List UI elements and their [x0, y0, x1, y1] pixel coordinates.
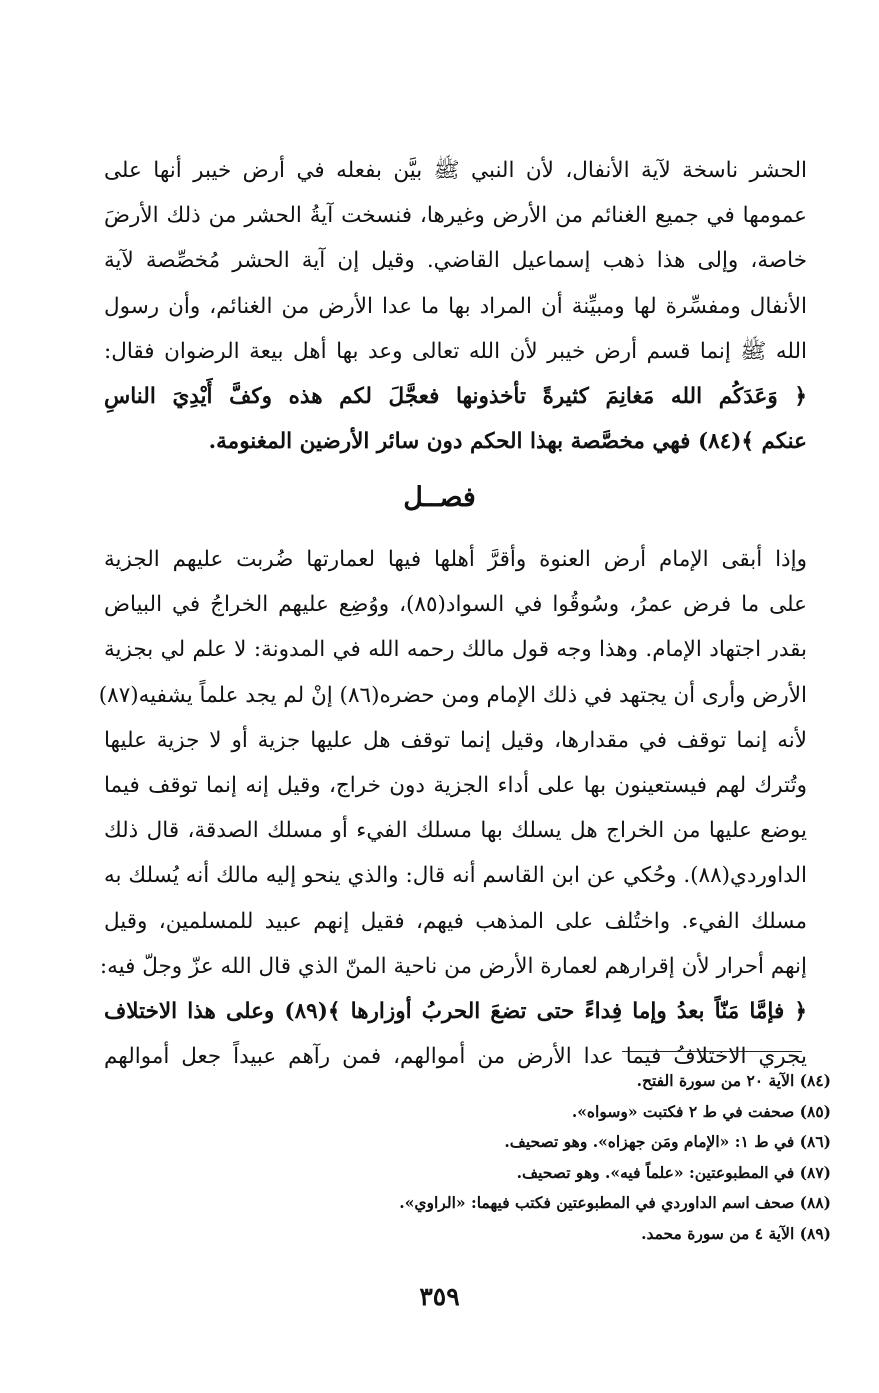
footnote: (٨٤) الآية ٢٠ من سورة الفتح.	[636, 1071, 831, 1090]
text-line: وإذا أبقى الإمام أرض العنوة وأقرَّ أهلها فيها لعمارتها ضُربت عليهم الجزية	[104, 547, 807, 572]
section-heading: فصــل	[403, 482, 476, 513]
footnote: (٨٧) في المطبوعتين: «علماً فيه». وهو تصحيف.	[516, 1162, 831, 1182]
quran-quote-line: ﴿ وَعَدَكُم الله مَغانِمَ كثيرةً تأخذونها فعجَّلَ لكم هذه وكفَّ أَيْدِيَ الناسِ	[104, 384, 807, 410]
text-line: بقدر اجتهاد الإمام. وهذا وجه قول مالك رحمه الله في المدونة: لا علم لي بجزية	[104, 637, 807, 663]
text-line: لأنه إنما توقف في مقدارها، وقيل إنما توقف هل عليها جزية أو لا جزية عليها	[104, 727, 807, 753]
footnote: (٨٩) الآية ٤ من سورة محمد.	[641, 1223, 831, 1243]
text-line: الله ﷺ إنما قسم أرض خيبر لأن الله تعالى وعد بها أهل بيعة الرضوان فقال:	[104, 338, 807, 364]
text-line: مسلك الفيء. واختُلف على المذهب فيهم، فقيل إنهم عبيد للمسلمين، وقيل	[104, 908, 807, 934]
text-line: إنهم أحرار لأن إقرارهم لعمارة الأرض من ناحية المنّ الذي قال الله عزّ وجلّ فيه:	[99, 953, 807, 979]
paragraph-1	[104, 148, 807, 464]
text-line: خاصة، وإلى هذا ذهب إسماعيل القاضي. وقيل إن آية الحشر مُخصِّصة لآية	[104, 248, 807, 274]
text-line: وتُترك لهم فيستعينون بها على أداء الجزية دون خراج، وقيل إنه إنما توقف فيما	[104, 773, 807, 799]
footnotes	[300, 1066, 831, 1249]
quran-quote-line: ﴿ فإمَّا مَنّاً بعدُ وإما فِداءً حتى تضعَ الحربُ أوزارها ﴾(٨٩) وعلى هذا الاختلاف	[104, 999, 808, 1025]
quran-quote-line: عنكم ﴾(٨٤) فهي مخصَّصة بهذا الحكم دون سائر الأرضين المغنومة.	[208, 429, 807, 455]
paragraph-2	[98, 537, 808, 1079]
footnote-separator	[622, 1051, 802, 1052]
page-number: ٣٥٩	[419, 1282, 460, 1311]
text-line: الداوردي(٨٨). وحُكي عن ابن القاسم أنه قال: والذي ينحو إليه مالك أنه يُسلك به	[104, 863, 807, 889]
text-line: عمومها في جميع الغنائم من الأرض وغيرها، فنسخت آيةُ الحشر من ذلك الأرضَ	[104, 203, 807, 229]
footnote: (٨٥) صحفت في ط ٢ فكتبت «وسواه».	[571, 1101, 831, 1121]
text-line: يوضع عليها من الخراج هل يسلك بها مسلك الفيء أو مسلك الصدقة، قال ذلك	[104, 818, 807, 844]
text-line: على ما فرض عمرُ، وسُوقُوا في السواد(٨٥)، ووُضِع عليهم الخراجُ في البياض	[104, 592, 807, 618]
footnote: (٨٨) صحف اسم الداوردي في المطبوعتين فكتب فيهما: «الراوي».	[399, 1193, 831, 1212]
text-line: يجري الاختلافُ فيما عدا الأرض من أموالهم، فمن رآهم عبيداً جعل أموالهم	[104, 1044, 807, 1070]
text-line: الأرض وأرى أن يجتهد في ذلك الإمام ومن حضره(٨٦) إنْ لم يجد علماً يشفيه(٨٧)	[98, 682, 807, 708]
footnote: (٨٦) في ط ١: «الإمام ومَن جهزاه». وهو تصحيف.	[504, 1132, 831, 1151]
text-line: الأنفال ومفسِّرة لها ومبيِّنة أن المراد بها ما عدا الأرض من الغنائم، وأن رسول	[104, 293, 807, 319]
text-line: الحشر ناسخة لآية الأنفال، لأن النبي ﷺ بيَّن بفعله في أرض خيبر أنها على	[104, 158, 807, 183]
